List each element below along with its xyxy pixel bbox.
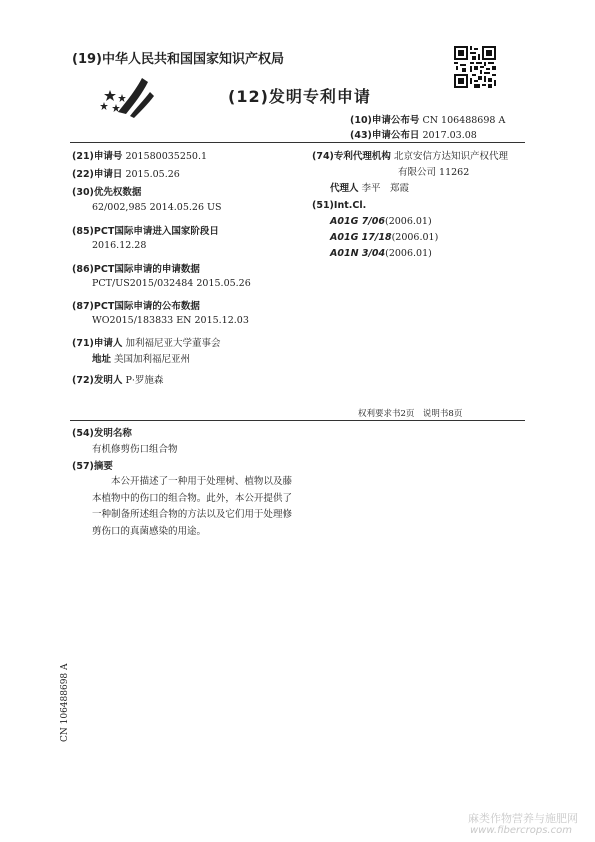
abstract-text: 本公开描述了一种用于处理树、植物以及藤本植物中的伤口的组合物。此外，本公开提供了一种制备所述组合物的方法以及它们用于处理修剪伤口的真菌感染的用途。	[92, 476, 292, 537]
header-divider	[70, 142, 525, 143]
pct-publication-label: (87)PCT国际申请的公布数据	[72, 301, 200, 312]
cnipa-logo	[96, 72, 156, 120]
publication-date: (43)申请公布日 2017.03.08	[350, 130, 477, 141]
ipc-entry: A01G 7/06(2006.01)	[330, 216, 432, 227]
qr-code	[454, 46, 496, 88]
invention-title: 有机修剪伤口组合物	[92, 444, 178, 455]
inventor: (72)发明人 P·罗施森	[72, 375, 164, 386]
side-publication-number: CN 106488698 A	[60, 663, 70, 742]
ipc-entry: A01N 3/04(2006.01)	[330, 248, 432, 259]
ipc-label: (51)Int.Cl.	[312, 200, 367, 211]
section-divider	[70, 420, 525, 421]
watermark-text: 麻类作物营养与施肥网	[468, 812, 578, 825]
priority-data: 62/002,985 2014.05.26 US	[92, 202, 222, 213]
priority-data-label: (30)优先权数据	[72, 187, 142, 198]
watermark-url: www.fibercrops.com	[470, 825, 572, 836]
title-label: (54)发明名称	[72, 428, 132, 439]
filing-date: (22)申请日 2015.05.26	[72, 169, 180, 180]
patent-agent: 代理人 李平 郑霞	[330, 183, 410, 194]
publication-number: (10)申请公布号 CN 106488698 A	[350, 115, 506, 126]
applicant-address: 地址 美国加利福尼亚州	[92, 354, 191, 365]
page-count: 权利要求书2页 说明书8页	[358, 409, 463, 419]
ipc-entry: A01G 17/18(2006.01)	[330, 232, 439, 243]
pct-publication-data: WO2015/183833 EN 2015.12.03	[92, 315, 249, 326]
pct-entry-label: (85)PCT国际申请进入国家阶段日	[72, 226, 219, 237]
pct-application-label: (86)PCT国际申请的申请数据	[72, 264, 200, 275]
pct-entry-date: 2016.12.28	[92, 240, 147, 251]
patent-agency-cont: 有限公司 11262	[398, 167, 470, 178]
pct-application-data: PCT/US2015/032484 2015.05.26	[92, 278, 251, 289]
patent-agency: (74)专利代理机构 北京安信方达知识产权代理	[312, 151, 508, 162]
application-number: (21)申请号 201580035250.1	[72, 151, 208, 162]
agency-name: (19)中华人民共和国国家知识产权局	[72, 52, 284, 67]
abstract-label: (57)摘要	[72, 461, 113, 472]
document-type: (12)发明专利申请	[228, 87, 371, 106]
applicant: (71)申请人 加利福尼亚大学董事会	[72, 338, 221, 349]
